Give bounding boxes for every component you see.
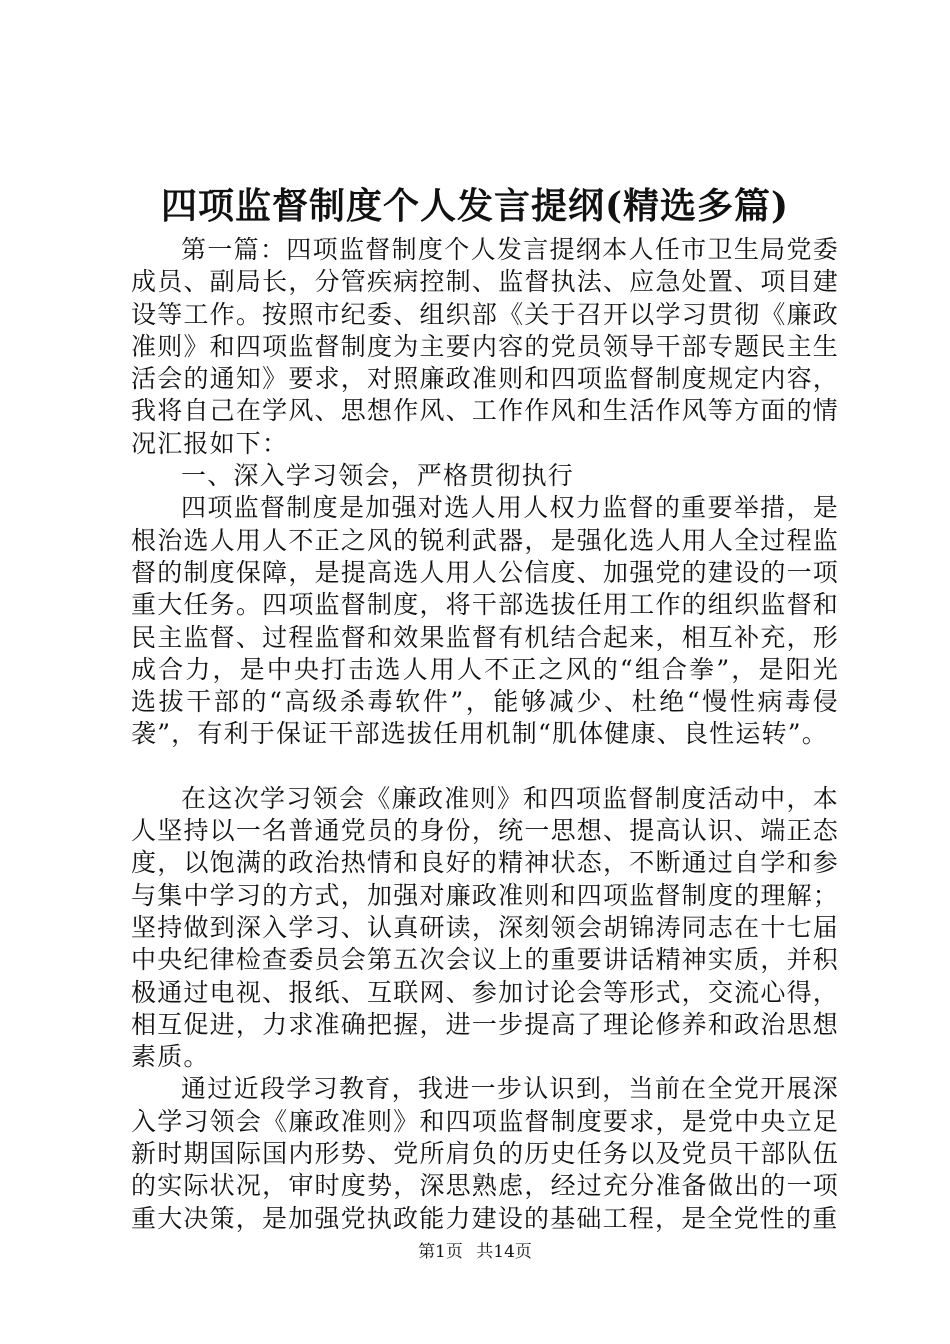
paragraph-intro: 第一篇：四项监督制度个人发言提纲本人任市卫生局党委成员、副局长，分管疾病控制、监督执法、应急处置、项目建设等工作。按照市纪委、组织部《关于召开以学习贯彻《廉政准则》和四项监督制度为主要内容的党员领导干部专题民主生活会的通知》要求，对照廉政准则和四项监督制度规定内容，我将自己在学风、思想作风、工作作风和生活作风等方面的情况汇报如下： xyxy=(131,235,839,458)
document-body xyxy=(131,234,839,1235)
page-total: 共14页 xyxy=(476,1242,532,1262)
section-heading: 一、深入学习领会，严格贯彻执行 xyxy=(181,461,575,491)
document-title: 四项监督制度个人发言提纲(精选多篇) xyxy=(160,185,790,227)
page-number: 第1页 xyxy=(418,1242,463,1262)
paragraph-supervision: 四项监督制度是加强对选人用人权力监督的重要举措，是根治选人用人不正之风的锐利武器，是强化选人用人全过程监督的制度保障，是提高选人用人公信度、加强党的建设的一项重大任务。四项监督制度，将干部选拔任用工作的组织监督和民主监督、过程监督和效果监督有机结合起来，相互补充，形成合力，是中央打击选人用人不正之风的“组合拳”，是阳光选拔干部的“高级杀毒软件”，能够减少、杜绝“慢性病毒侵袭”，有利于保证干部选拔任用机制“肌体健康、良性运转”。 xyxy=(131,493,839,749)
paragraph-understanding: 通过近段学习教育，我进一步认识到，当前在全党开展深入学习领会《廉政准则》和四项监督制度要求，是党中央立足新时期国际国内形势、党所肩负的历史任务以及党员干部队伍的实际状况，审时度势，深思熟虑，经过充分准备做出的一项重大决策，是加强党执政能力建设的基础工程，是全党性的重 xyxy=(131,1074,839,1233)
paragraph-study: 在这次学习领会《廉政准则》和四项监督制度活动中，本人坚持以一名普通党员的身份，统一思想、提高认识、端正态度，以饱满的政治热情和良好的精神状态，不断通过自学和参与集中学习的方式，加强对廉政准则和四项监督制度的理解；坚持做到深入学习、认真研读，深刻领会胡锦涛同志在十七届中央纪律检查委员会第五次会议上的重要讲话精神实质，并积极通过电视、报纸、互联网、参加讨论会等形式，交流心得，相互促进，力求准确把握，进一步提高了理论修养和政治思想素质。 xyxy=(131,783,839,1072)
page-footer xyxy=(0,1241,950,1263)
